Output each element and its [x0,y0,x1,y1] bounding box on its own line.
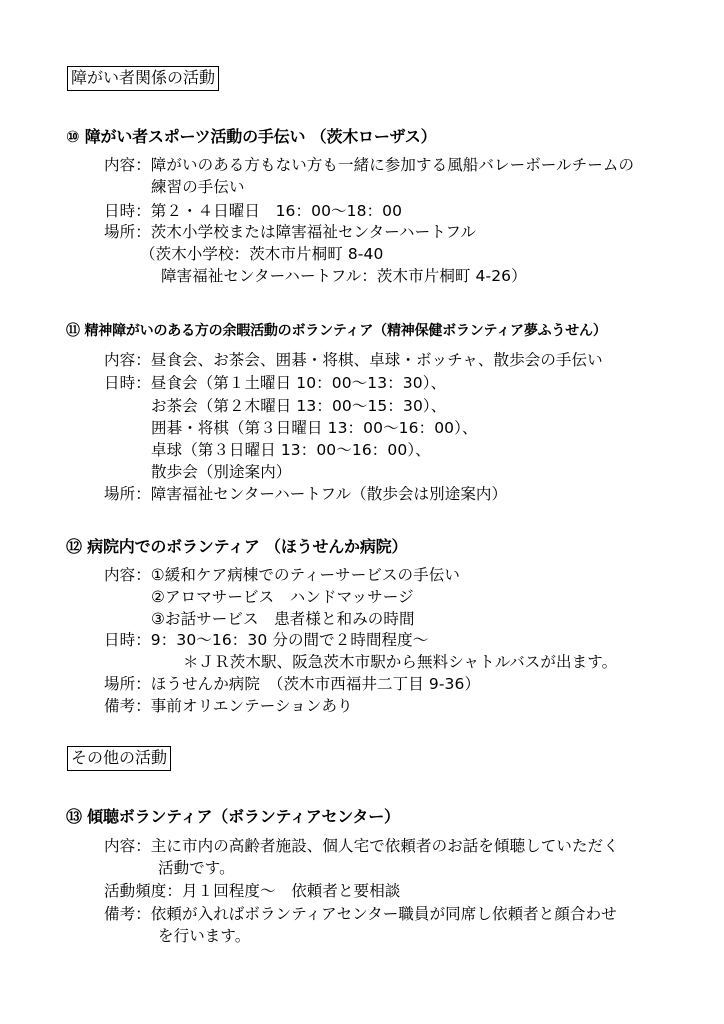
item-12-datetime: 日時：9：30～16：30 分の間で２時間程度～ [104,631,429,649]
item-13-remarks-cont: を行います。 [158,927,251,945]
item-10-place-detail-2: 障害福祉センターハートフル：茨木市片桐町 4-26） [161,267,527,285]
item-10-heading: ⑩ 障がい者スポーツ活動の手伝い （茨木ローザス） [66,127,437,146]
item-11-content: 内容：昼食会、お茶会、囲碁・将棋、卓球・ボッチャ、散歩会の手伝い [104,351,603,369]
item-12-content-1: 内容：①緩和ケア病棟でのティーサービスの手伝い [104,566,460,584]
item-10-place-detail-1: （茨木小学校：茨木市片桐町 8-40 [140,245,384,263]
item-11-place: 場所：障害福祉センターハートフル（散歩会は別途案内） [104,485,508,503]
item-11-datetime-3: 囲碁・将棋（第３日曜日 13：00～16：00）、 [151,419,478,437]
item-12-place: 場所：ほうせんか病院 （茨木市西福井二丁目 9-36） [104,675,481,693]
section-label-other: その他の活動 [67,746,171,771]
item-13-frequency: 活動頻度：月１回程度～ 依頼者と要相談 [104,882,401,900]
item-11-datetime-2: お茶会（第２木曜日 13：00～15：30）、 [151,397,447,415]
item-13-remarks: 備考：依頼が入ればボランティアセンター職員が同席し依頼者と顔合わせ [104,905,617,923]
item-12-shuttle-note: ＊ＪＲ茨木駅、阪急茨木市駅から無料シャトルバスが出ます。 [183,653,618,671]
item-13-content-cont: 活動です。 [158,859,235,877]
item-11-heading: ⑪ 精神障がいのある方の余暇活動のボランティア（精神保健ボランティア夢ふうせん） [66,323,607,339]
item-10-place: 場所：茨木小学校または障害福祉センターハートフル [104,223,476,241]
item-11-datetime-4: 卓球（第３日曜日 13：00～16：00）、 [151,441,431,459]
section-label-disability: 障がい者関係の活動 [67,66,219,91]
item-11-datetime-1: 日時：昼食会（第１土曜日 10：00～13：30）、 [104,374,447,392]
item-10-content: 内容：障がいのある方もない方も一緒に参加する風船バレーボールチームの [104,156,635,174]
item-13-heading: ⑬ 傾聴ボランティア（ボランティアセンター） [66,807,400,826]
item-10-datetime: 日時：第２・４日曜日 16：00～18：00 [104,202,403,220]
item-10-content-cont: 練習の手伝い [151,178,245,196]
item-13-content: 内容：主に市内の高齢者施設、個人宅で依頼者のお話を傾聴していただく [104,837,619,855]
item-12-heading: ⑫ 病院内でのボランティア （ほうせんか病院） [66,537,408,556]
item-12-remarks: 備考：事前オリエンテーションあり [104,697,353,715]
item-11-datetime-5: 散歩会（別途案内） [151,463,292,481]
item-12-content-3: ③お話サービス 患者様と和みの時間 [151,610,415,628]
item-12-content-2: ②アロマサービス ハンドマッサージ [151,588,414,606]
